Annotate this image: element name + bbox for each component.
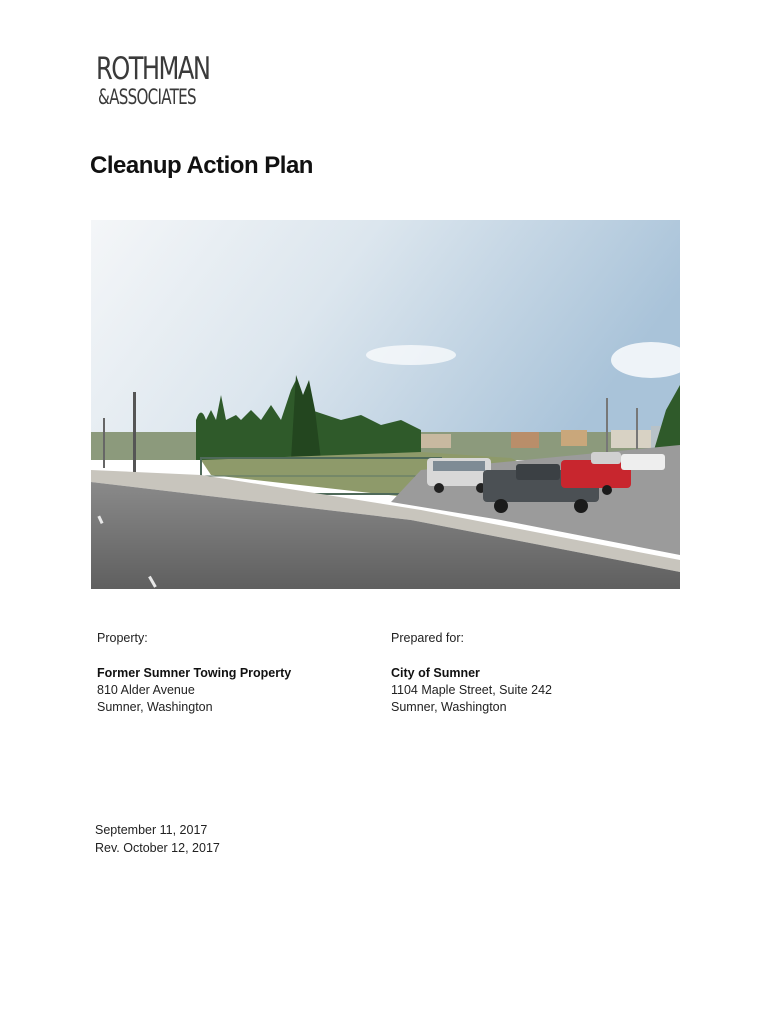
property-name: Former Sumner Towing Property	[97, 666, 292, 680]
document-title: Cleanup Action Plan	[90, 152, 313, 179]
property-heading: Property:	[97, 631, 148, 645]
prepared-for-heading: Prepared for:	[391, 631, 464, 645]
property-address-line1: 810 Alder Avenue	[97, 683, 195, 697]
client-name: City of Sumner	[391, 666, 480, 680]
property-address-line2: Sumner, Washington	[97, 700, 213, 714]
site-photo	[91, 220, 680, 589]
document-date: September 11, 2017	[95, 823, 208, 837]
logo-line-1: ROTHMAN	[96, 51, 210, 87]
logo-line-2: &ASSOCIATES	[98, 85, 196, 109]
revision-date: Rev. October 12, 2017	[95, 841, 220, 855]
client-address-line1: 1104 Maple Street, Suite 242	[391, 683, 552, 697]
client-address-line2: Sumner, Washington	[391, 700, 507, 714]
company-logo	[96, 52, 220, 114]
